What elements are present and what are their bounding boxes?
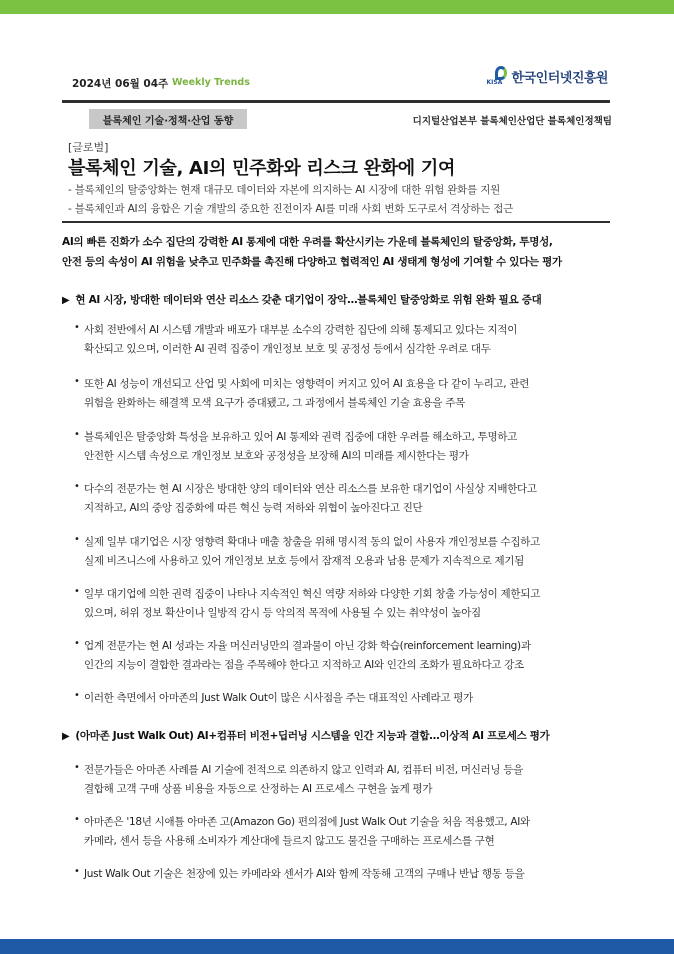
lead-paragraph-line: AI의 빠른 진화가 소수 집단의 강력한 AI 통제에 대한 우려를 확산시키는 가운데 블록체인의 탈중앙화, 투명성, [62,236,553,248]
bullet-dot-icon: • [74,638,80,649]
bullet-text-line: 안전한 시스템 속성으로 개인정보 보호와 공정성을 보장해 AI의 미래를 제시한다는 평가 [84,450,469,462]
bullet-dot-icon: • [74,322,80,333]
department-label: 디지털산업본부 블록체인산업단 블록체인정책팀 [412,116,612,127]
bullet-text-line: 다수의 전문가는 현 AI 시장은 방대한 양의 데이터와 연산 리소스를 보유한 대기업이 사실상 지배한다고 [84,483,537,495]
bullet-text-line: Just Walk Out 기술은 천장에 있는 카메라와 센서가 AI와 함께 작동해 고객의 구매나 반납 행동 등을 [84,868,525,880]
kisa-logo [487,66,608,86]
bullet-text-line: 일부 대기업에 의한 권력 집중이 나타나 지속적인 혁신 역량 저하와 다양한 기회 창출 가능성이 제한되고 [84,588,540,600]
top-accent-bar [0,0,674,14]
page-header [62,72,610,94]
bullet-text-line: 실제 일부 대기업은 시장 영향력 확대나 매출 창출을 위해 명시적 동의 없이 사용자 개인정보를 수집하고 [84,536,540,548]
bullet-item [74,814,614,852]
bullet-item [74,376,614,414]
bullet-text-line: 위험을 완화하는 해결책 모색 요구가 증대됐고, 그 과정에서 블록체인 기술 효용을 주목 [84,397,465,409]
bullet-item [74,534,614,572]
bullet-dot-icon: • [74,376,80,387]
bullet-item [74,481,614,519]
kisa-logo-text: 한국인터넷진흥원 [511,71,608,86]
bullet-item [74,429,614,467]
bullet-text-line: 아마존은 '18년 시애틀 아마존 고(Amazon Go) 편의점에 Just Walk Out 기술을 처음 적용했고, AI와 [84,816,530,828]
bullet-text-line: 결합해 고객 구매 상품 비용을 자동으로 산정하는 AI 프로세스 구현을 높게 평가 [84,783,433,795]
bullet-dot-icon: • [74,481,80,492]
bullet-text-line: 카메라, 센서 등을 사용해 소비자가 계산대에 들르지 않고도 물건을 구매하는 프로세스를 구현 [84,835,495,847]
section-heading-text: (아마존 Just Walk Out) AI+컴퓨터 비전+딥러닝 시스템을 인간 지능과 결합…이상적 AI 프로세스 평가 [75,730,550,742]
bullet-dot-icon: • [74,429,80,440]
issue-date: 2024년 06월 04주 [72,78,169,90]
kisa-logo-icon: KISA [487,66,509,86]
bullet-item [74,866,614,885]
article-category: [글로벌] [68,141,109,154]
title-divider [62,221,610,223]
bullet-text-line: 있으며, 허위 정보 확산이나 일방적 감시 등 악의적 목적에 사용될 수 있는 취약성이 높아짐 [84,607,481,619]
bullet-dot-icon: • [74,866,80,877]
bullet-text-line: 업계 전문가는 현 AI 성과는 자율 머신러닝만의 결과물이 아닌 강화 학습(reinforcement learning)과 [84,640,531,652]
bullet-text-line: 또한 AI 성능이 개선되고 산업 및 사회에 미치는 영향력이 커지고 있어 AI 효용을 다 같이 누리고, 관련 [84,378,530,390]
header-divider [62,100,610,103]
bullet-item [74,638,614,676]
bullet-item [74,690,614,709]
bullet-dot-icon: • [74,586,80,597]
bullet-text-line: 사회 전반에서 AI 시스템 개발과 배포가 대부분 소수의 강력한 집단에 의해 통제되고 있다는 지적이 [84,324,518,336]
publication-name: Weekly Trends [172,77,250,88]
bullet-text-line: 전문가들은 아마존 사례를 AI 기술에 전적으로 의존하지 않고 인력과 AI, 컴퓨터 비전, 머신러닝 등을 [84,764,523,776]
summary-line: - 블록체인과 AI의 융합은 기술 개발의 중요한 진전이자 AI를 미래 사회 변화 도구로서 격상하는 접근 [68,203,514,215]
section-heading [62,728,550,743]
section-heading [62,292,541,307]
section-tag: 블록체인 기술·정책·산업 동향 [89,109,247,129]
section-heading-text: 현 AI 시장, 방대한 데이터와 연산 리소스 갖춘 대기업이 장악…블록체인 탈중앙화로 위험 완화 필요 증대 [75,294,542,306]
bullet-item [74,762,614,800]
lead-paragraph-line: 안전 등의 속성이 AI 위험을 낮추고 민주화를 촉진해 다양하고 협력적인 AI 생태계 형성에 기여할 수 있다는 평가 [62,256,562,268]
bullet-dot-icon: • [74,534,80,545]
triangle-marker-icon: ▶ [62,731,70,742]
bullet-text-line: 지적하고, AI의 중앙 집중화에 따른 혁신 능력 저하와 위협이 높아진다고 진단 [84,502,423,514]
bullet-dot-icon: • [74,814,80,825]
article-title: 블록체인 기술, AI의 민주화와 리스크 완화에 기여 [68,158,456,179]
bullet-item [74,322,614,360]
bullet-item [74,586,614,624]
bullet-text-line: 인간의 지능이 결합한 결과라는 점을 주목해야 한다고 지적하고 AI와 인간의 조화가 필요하다고 강조 [84,659,524,671]
bullet-text-line: 블록체인은 탈중앙화 특성을 보유하고 있어 AI 통제와 권력 집중에 대한 우려를 해소하고, 투명하고 [84,431,518,443]
triangle-marker-icon: ▶ [62,295,70,306]
bullet-dot-icon: • [74,762,80,773]
bullet-text-line: 실제 비즈니스에 사용하고 있어 개인정보 보호 등에서 잠재적 오용과 남용 문제가 지속적으로 제기됨 [84,555,525,567]
bullet-text-line: 이러한 측면에서 아마존의 Just Walk Out이 많은 시사점을 주는 대표적인 사례라고 평가 [84,692,473,704]
bullet-dot-icon: • [74,690,80,701]
summary-line: - 블록체인의 탈중앙화는 현재 대규모 데이터와 자본에 의지하는 AI 시장에 대한 위험 완화를 지원 [68,184,501,196]
bullet-text-line: 확산되고 있으며, 이러한 AI 권력 집중이 개인정보 보호 및 공정성 등에서 심각한 우려로 대두 [84,343,491,355]
bottom-accent-bar [0,939,674,954]
